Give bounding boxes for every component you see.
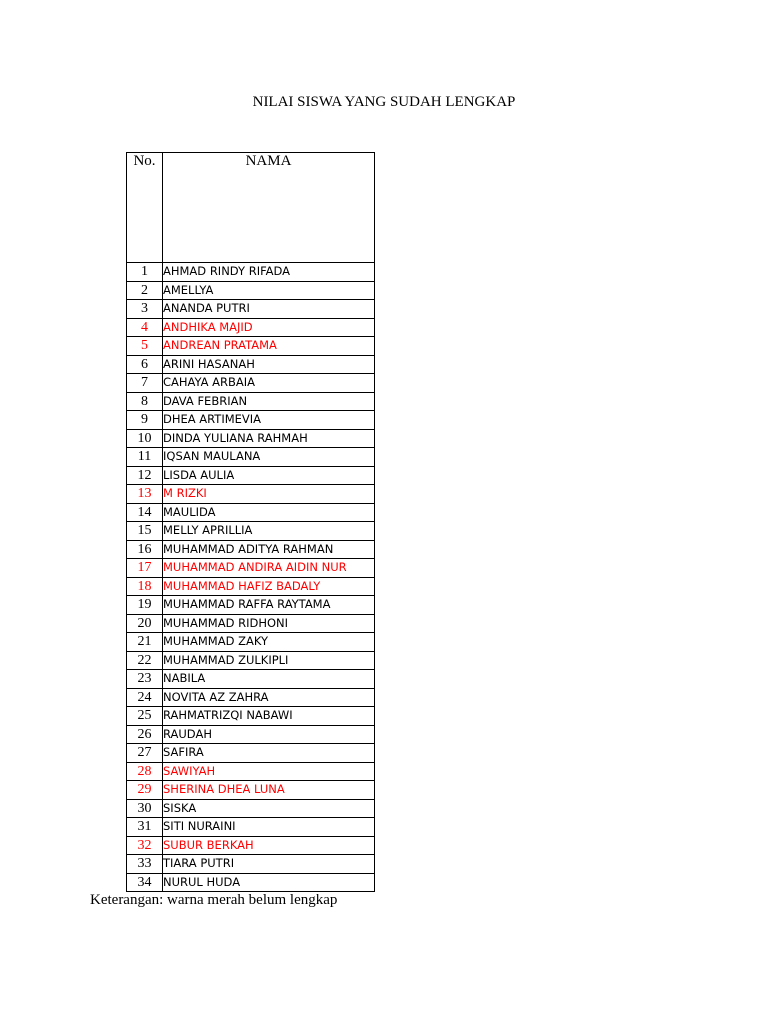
table-row (127, 559, 375, 578)
row-number: 30 (127, 799, 163, 818)
student-name: M RIZKI (163, 485, 375, 504)
row-number: 27 (127, 744, 163, 763)
row-number: 5 (127, 337, 163, 356)
student-name: AMELLYA (163, 281, 375, 300)
student-name: NABILA (163, 670, 375, 689)
student-name: ARINI HASANAH (163, 355, 375, 374)
document-title: NILAI SISWA YANG SUDAH LENGKAP (252, 94, 516, 110)
table-header-row (127, 153, 375, 263)
table-row (127, 799, 375, 818)
table-row (127, 300, 375, 319)
table-row (127, 633, 375, 652)
row-number: 18 (127, 577, 163, 596)
row-number: 3 (127, 300, 163, 319)
student-name: MUHAMMAD RIDHONI (163, 614, 375, 633)
table-row (127, 651, 375, 670)
student-name: SISKA (163, 799, 375, 818)
student-name: MUHAMMAD RAFFA RAYTAMA (163, 596, 375, 615)
student-name: DINDA YULIANA RAHMAH (163, 429, 375, 448)
student-name: MUHAMMAD ZAKY (163, 633, 375, 652)
table-row (127, 596, 375, 615)
row-number: 16 (127, 540, 163, 559)
student-name: ANDHIKA MAJID (163, 318, 375, 337)
table-row (127, 725, 375, 744)
student-name: MAULIDA (163, 503, 375, 522)
row-number: 7 (127, 374, 163, 393)
row-number: 29 (127, 781, 163, 800)
student-name: RAUDAH (163, 725, 375, 744)
table-row (127, 466, 375, 485)
student-name: LISDA AULIA (163, 466, 375, 485)
row-number: 10 (127, 429, 163, 448)
student-name: SAWIYAH (163, 762, 375, 781)
row-number: 25 (127, 707, 163, 726)
table-row (127, 318, 375, 337)
student-name: AHMAD RINDY RIFADA (163, 263, 375, 282)
table-row (127, 744, 375, 763)
legend-note: Keterangan: warna merah belum lengkap (90, 892, 338, 908)
table-row (127, 873, 375, 892)
student-name: MUHAMMAD ZULKIPLI (163, 651, 375, 670)
row-number: 2 (127, 281, 163, 300)
row-number: 11 (127, 448, 163, 467)
row-number: 1 (127, 263, 163, 282)
row-number: 17 (127, 559, 163, 578)
student-name: NURUL HUDA (163, 873, 375, 892)
student-name: MUHAMMAD ANDIRA AIDIN NUR (163, 559, 375, 578)
student-name: SITI NURAINI (163, 818, 375, 837)
row-number: 6 (127, 355, 163, 374)
table-row (127, 337, 375, 356)
row-number: 4 (127, 318, 163, 337)
student-name: SAFIRA (163, 744, 375, 763)
student-name: SUBUR BERKAH (163, 836, 375, 855)
row-number: 32 (127, 836, 163, 855)
row-number: 31 (127, 818, 163, 837)
table-row (127, 522, 375, 541)
student-name: DHEA ARTIMEVIA (163, 411, 375, 430)
student-name: IQSAN MAULANA (163, 448, 375, 467)
table-row (127, 707, 375, 726)
table-row (127, 540, 375, 559)
table-row (127, 392, 375, 411)
row-number: 26 (127, 725, 163, 744)
row-number: 13 (127, 485, 163, 504)
row-number: 8 (127, 392, 163, 411)
row-number: 14 (127, 503, 163, 522)
table-row (127, 503, 375, 522)
row-number: 24 (127, 688, 163, 707)
header-nama: NAMA (163, 153, 375, 263)
table-row (127, 670, 375, 689)
row-number: 20 (127, 614, 163, 633)
table-row (127, 263, 375, 282)
row-number: 19 (127, 596, 163, 615)
row-number: 15 (127, 522, 163, 541)
row-number: 9 (127, 411, 163, 430)
student-name: CAHAYA ARBAIA (163, 374, 375, 393)
row-number: 33 (127, 855, 163, 874)
student-name: TIARA PUTRI (163, 855, 375, 874)
student-table (126, 152, 375, 892)
student-name: MUHAMMAD ADITYA RAHMAN (163, 540, 375, 559)
row-number: 23 (127, 670, 163, 689)
student-name: RAHMATRIZQI NABAWI (163, 707, 375, 726)
student-name: MUHAMMAD HAFIZ BADALY (163, 577, 375, 596)
table-row (127, 355, 375, 374)
row-number: 12 (127, 466, 163, 485)
table-row (127, 281, 375, 300)
table-row (127, 429, 375, 448)
table-row (127, 448, 375, 467)
table-row (127, 577, 375, 596)
table-row (127, 762, 375, 781)
table-row (127, 818, 375, 837)
student-name: DAVA FEBRIAN (163, 392, 375, 411)
row-number: 21 (127, 633, 163, 652)
row-number: 34 (127, 873, 163, 892)
table-row (127, 688, 375, 707)
table-row (127, 411, 375, 430)
student-name: ANANDA PUTRI (163, 300, 375, 319)
table-row (127, 485, 375, 504)
row-number: 22 (127, 651, 163, 670)
table-row (127, 855, 375, 874)
table-row (127, 614, 375, 633)
student-name: ANDREAN PRATAMA (163, 337, 375, 356)
student-name: SHERINA DHEA LUNA (163, 781, 375, 800)
student-name: MELLY APRILLIA (163, 522, 375, 541)
student-rows (127, 263, 375, 892)
table-row (127, 836, 375, 855)
row-number: 28 (127, 762, 163, 781)
table-row (127, 781, 375, 800)
student-name: NOVITA AZ ZAHRA (163, 688, 375, 707)
table-row (127, 374, 375, 393)
header-no: No. (127, 153, 163, 263)
